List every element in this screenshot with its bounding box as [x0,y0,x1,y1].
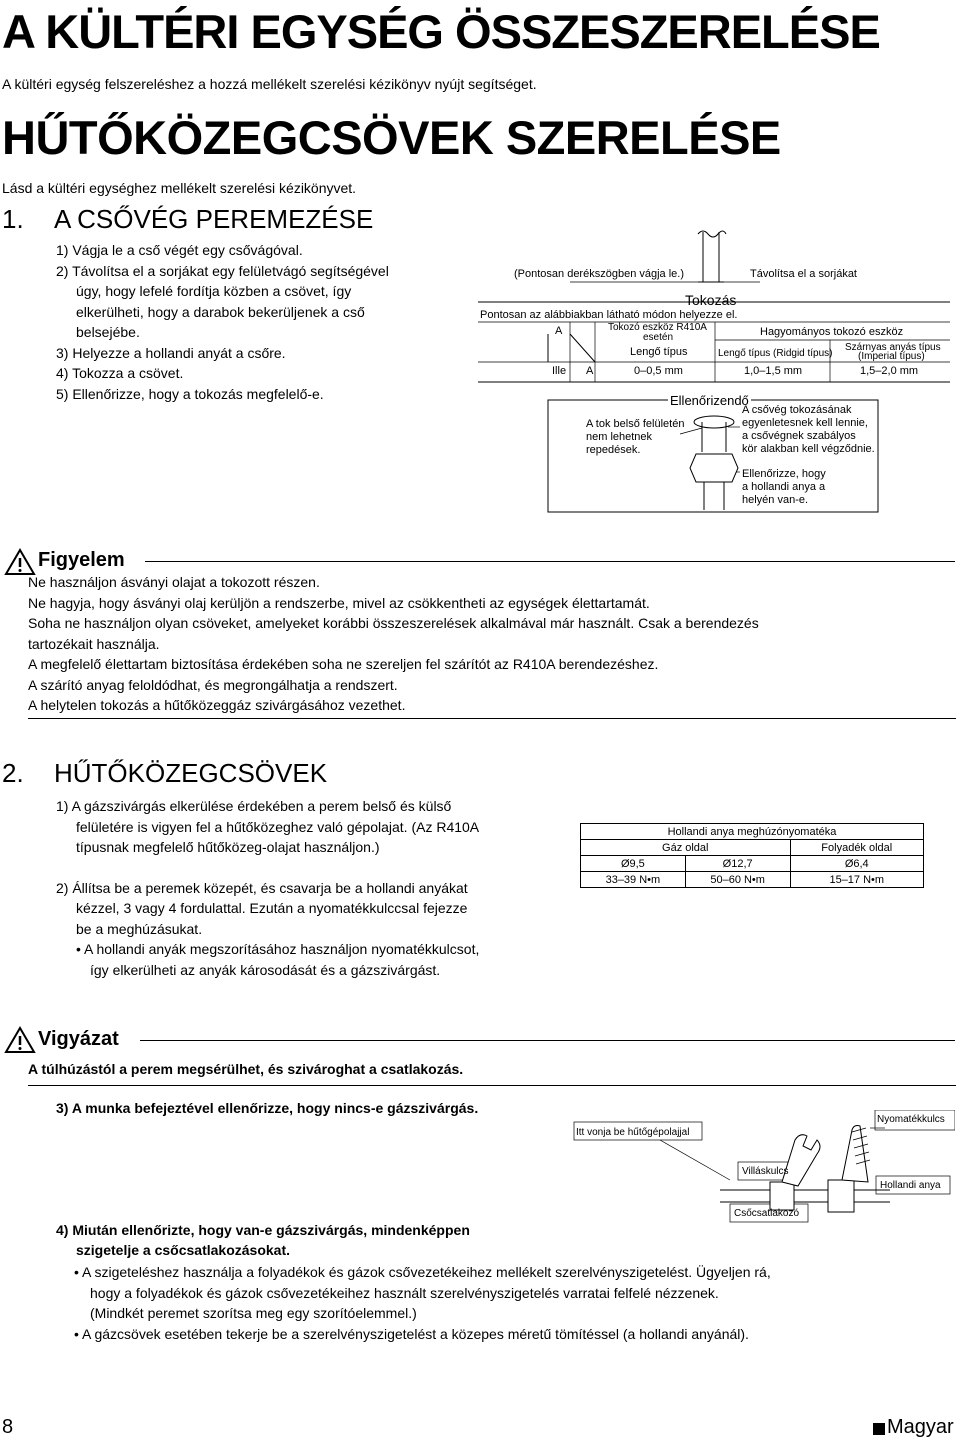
language-label: Magyar [887,1416,954,1438]
s1-title: A CSŐVÉG PEREMEZÉSE [54,204,374,234]
s1-step-cont: úgy, hogy lefelé fordítja közben a csövet, így [76,283,352,299]
even-note-line: A csővég tokozásának [742,404,852,416]
r410a-tool-label: Tokozó eszköz R410A [608,322,707,333]
s1-step: 5) Ellenőrizze, hogy a tokozás megfelelő-e. [56,385,324,402]
warning-line: A megfelelő élettartam biztosítása érdekében soha ne szereljen fel szárítót az R410A berendezéshez. [28,656,659,672]
step-4-bullet-cont: (Mindkét peremet szorítsa meg egy szorítóelemmel.) [90,1305,417,1321]
crack-note-line: repedések. [586,444,641,456]
warning-line: Soha ne használjon olyan csöveket, amelyeket korábbi összeszerelések alkalmával már használt. Csak a berendezés [28,615,759,631]
table-cell: 15–17 N•m [790,872,923,888]
step-4-bullets [74,1262,954,1344]
s1-step: 1) Vágja le a cső végét egy csővágóval. [56,242,303,258]
gas-side-header: Gáz oldal [581,840,791,856]
caution-text: A túlhúzástól a perem megsérülhet, és szivároghat a csatlakozás. [28,1061,464,1077]
s2-step-cont: kézzel, 3 vagy 4 fordulattal. Ezután a nyomatékkulccsal fejezze [76,900,468,916]
warning-line: A helytelen tokozás a hűtőközeggáz szivárgásához vezethet. [28,697,406,713]
flare-value-r410a: 0–0,5 mm [634,365,683,377]
caution-rule [140,1040,955,1041]
a-label: A [555,325,563,337]
even-flare-note [742,404,875,456]
s1-step: 3) Helyezze a hollandi anyát a csőre. [56,344,286,361]
caution-triangle-icon [4,1026,36,1054]
check-title: Ellenőrizendő [670,393,749,408]
row-a-label: A [586,365,594,377]
crack-note-line: nem lehetnek [586,431,653,443]
warning-line: tartozékait használja. [28,635,160,652]
warning-line: Ne hagyja, hogy ásványi olaj kerüljön a rendszerbe, mivel az csökkentheti az egységek élettartamát. [28,594,650,611]
step-3: 3) A munka befejeztével ellenőrizze, hogy nincs-e gázszivárgás. [56,1100,479,1116]
table-cell: 50–60 N•m [685,872,790,888]
s2-step-cont: felületére is vigyen fel a hűtőközeghez való gépolajat. (Az R410A [76,818,480,835]
step-4-bullet: • A szigeteléshez használja a folyadékok és gázok csővezetékeihez mellékelt szerelvényszigetelést. Ügyeljen rá, [74,1264,771,1280]
even-note-line: kör alakban kell végződnie. [742,443,875,455]
crack-note [586,418,684,457]
page-number: 8 [2,1416,14,1438]
warning-line: A szárító anyag feloldódhat, és megrongálhatja a rendszert. [28,676,398,693]
oil-label: Itt vonja be hűtőgépolajjal [576,1127,690,1138]
table-cell: 33–39 N•m [581,872,686,888]
intro-text: A kültéri egység felszereléshez a hozzá mellékelt szerelési kézikönyv nyújt segítséget. [2,76,537,92]
torque-table-header: Hollandi anya meghúzónyomatéka [581,824,924,840]
step-4-title-line: 4) Miután ellenőrizte, hogy van-e gázszivárgás, mindenképpen [56,1222,470,1238]
even-note-line: a csővégnek szabályos [742,430,856,442]
warning-line: Ne használjon ásványi olajat a tokozott részen. [28,574,320,590]
nut-check-note [742,468,826,507]
section-title: HŰTŐKÖZEGCSÖVEK SZERELÉSE [2,111,781,164]
spanner-label: Villáskulcs [742,1166,789,1177]
flare-title: Tokozás [685,292,737,308]
caution-title: Vigyázat [38,1028,119,1050]
s2-title: HŰTŐKÖZEGCSÖVEK [54,758,328,788]
r410a-tool-label-2: esetén [643,332,674,343]
page-title: A KÜLTÉRI EGYSÉG ÖSSZESZERELÉSE [2,5,880,58]
s1-steps [56,240,456,404]
step-4-title-line: szigetelje a csőcsatlakozásokat. [76,1242,290,1258]
caution-bottom-rule [28,1085,956,1086]
wing-nut-type-label: Szárnyas anyás típus [845,342,941,353]
imperial-type-label: (Imperial típus) [858,351,925,362]
warning-bottom-rule [28,718,956,719]
even-note-line: egyenletesnek kell lennie, [742,417,868,429]
language-square-icon [873,1423,885,1435]
torque-table [580,823,924,888]
s2-step-cont: be a meghúzásukat. [76,920,203,937]
table-cell: Ø9,5 [581,856,686,872]
s2-number: 2. [2,758,24,788]
s2-step: 1) A gázszivárgás elkerülése érdekében a perem belső és külső [56,798,452,814]
s2-bullet: • A hollandi anyák megszorításához használjon nyomatékkulcsot, [76,941,480,957]
s1-number: 1. [2,204,24,234]
flare-value-clutch: 1,0–1,5 mm [744,365,803,377]
s1-step-cont: elkerülheti, hogy a darabok bekerüljenek a cső [76,303,365,320]
s2-step-cont: típusnak megfelelő hűtőközeg-olajat használjon.) [76,839,380,855]
step-4-title [56,1220,470,1260]
burr-label: Távolítsa el a sorjákat [750,268,857,280]
table-cell: Ø12,7 [685,856,790,872]
s2-bullet-cont: így elkerülheti az anyák károsodását és a gázszivárgást. [90,961,441,978]
cut-label: (Pontosan derékszögben vágja le.) [514,268,684,280]
flare-value-wing: 1,5–2,0 mm [860,365,919,377]
nut-note-line: Ellenőrizze, hogy [742,468,826,480]
table-cell: Ø6,4 [790,856,923,872]
die-label: Ille [552,365,567,377]
nut-note-line: a hollandi anya a [742,481,826,493]
crack-note-line: A tok belső felületén [586,418,685,430]
conventional-tool-label: Hagyományos tokozó eszköz [760,326,904,338]
section-intro: Lásd a kültéri egységhez mellékelt szerelési kézikönyvet. [2,180,357,196]
warning-title: Figyelem [38,549,125,571]
s2-step: 2) Állítsa be a peremek közepét, és csavarja be a hollandi anyákat [56,879,468,896]
flare-subtitle: Pontosan az alábbiakban látható módon helyezze el. [480,309,738,321]
nut-note-line: helyén van-e. [742,494,809,506]
ridgid-type-label: Lengő típus (Ridgid típus) [718,348,833,359]
step-4-bullet-cont: hogy a folyadékok és gázok csővezetékeihez használt szerelvényszigetelés varratai felfelé nézzenek. [90,1284,719,1301]
union-label: Csőcsatlakozó [734,1208,800,1219]
clutch-type-label: Lengő típus [630,346,688,358]
warning-rule [145,561,955,562]
torque-wrench-label: Nyomatékkulcs [877,1114,945,1125]
warning-body [28,572,948,716]
liquid-side-header: Folyadék oldal [790,840,923,856]
s2-steps [56,796,576,980]
step-4-bullet: • A gázcsövek esetében tekerje be a szerelvényszigetelést a közepes méretű tömítéssel (a hollandi anyánál). [74,1325,749,1342]
s1-step-cont: belsejébe. [76,324,140,340]
s1-step: 2) Távolítsa el a sorjákat egy felületvágó segítségével [56,262,389,279]
s1-step: 4) Tokozza a csövet. [56,365,184,381]
flare-nut-label: Hollandi anya [880,1180,941,1191]
